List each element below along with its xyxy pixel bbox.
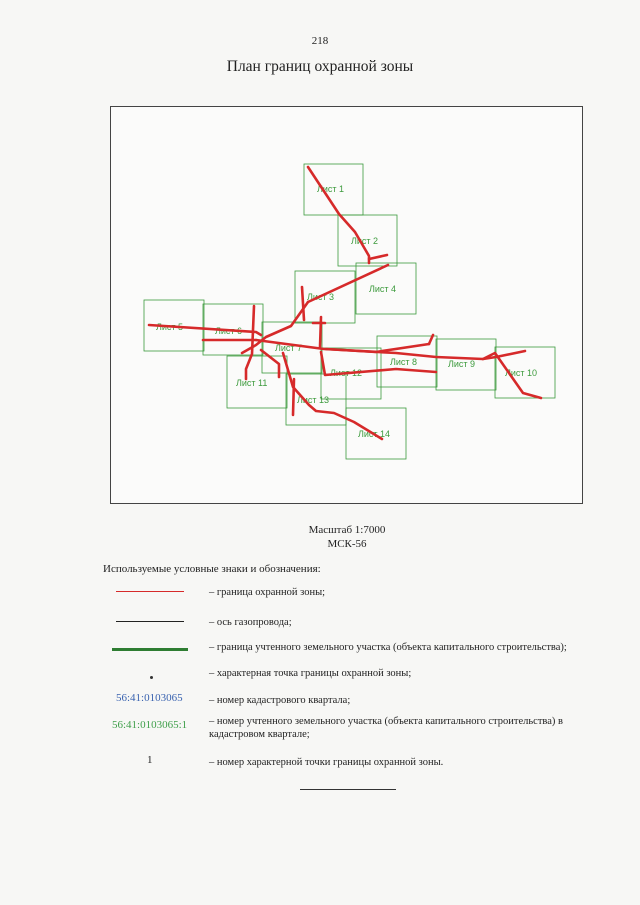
sheet-4-label: Лист 4 <box>369 284 397 294</box>
sheet-3-label: Лист 3 <box>307 292 335 302</box>
scale-caption <box>0 523 640 551</box>
cadastral-quarter-symbol: 56:41:0103065 <box>116 692 183 704</box>
sheet-8-label: Лист 8 <box>390 357 418 367</box>
sheet-11-label: Лист 11 <box>236 378 268 388</box>
sheet-1-label: Лист 1 <box>317 184 345 194</box>
pipeline-axis-symbol <box>116 621 184 622</box>
legend-text: – номер кадастрового квартала; <box>209 695 351 706</box>
sheet-12-label: Лист 12 <box>330 368 363 378</box>
sheet-13-label: Лист 13 <box>297 395 330 405</box>
legend-text: – граница учтенного земельного участка (объекта капитального строительства); <box>209 642 567 653</box>
legend-heading: Используемые условные знаки и обозначения: <box>103 563 321 575</box>
coordinate-system: МСК-56 <box>327 538 367 550</box>
legend-row-parcel-boundary <box>0 639 640 659</box>
zone-boundary-symbol <box>116 591 184 592</box>
scale-value: Масштаб 1:7000 <box>308 524 386 536</box>
sheet-grid <box>144 164 555 459</box>
parcel-boundary-symbol <box>112 648 188 651</box>
legend-text: – ось газопровода; <box>209 617 292 628</box>
zone-line-south-spur <box>293 379 294 415</box>
zone-line-vert <box>246 306 254 379</box>
sheet-7-label: Лист 7 <box>275 343 303 353</box>
legend-text: – номер учтенного земельного участка (объекта капитального строительства) в кадастровом квартале; <box>209 716 563 740</box>
map-frame <box>110 106 583 504</box>
bottom-rule <box>300 789 396 790</box>
legend-row-zone-point <box>0 663 640 683</box>
zone-line-sheet3 <box>302 287 304 320</box>
zone-line-spur <box>320 317 321 347</box>
sheet-14-label: Лист 14 <box>358 429 391 439</box>
sheet-9-label: Лист 9 <box>448 359 476 369</box>
legend-row-point-number <box>0 752 640 772</box>
sheet-5-label: Лист 5 <box>156 322 184 332</box>
page-title: План границ охранной зоны <box>226 58 414 75</box>
legend-text: – характерная точка границы охранной зоны; <box>209 668 412 679</box>
zone-line-sheet2 <box>369 255 387 259</box>
legend-text: – номер характерной точки границы охранной зоны. <box>209 757 444 768</box>
legend-row-cadastral-quarter <box>0 690 640 710</box>
point-number-symbol: 1 <box>147 754 153 766</box>
legend-row-zone-boundary <box>0 582 640 602</box>
legend-row-pipeline-axis <box>0 612 640 632</box>
protection-zone-lines <box>149 167 541 439</box>
sheet-6-label: Лист 6 <box>215 326 243 336</box>
protection-zone-map <box>111 107 584 505</box>
zone-point-symbol <box>150 676 153 679</box>
legend-row-parcel-number <box>0 716 640 740</box>
sheet-2-label: Лист 2 <box>351 236 379 246</box>
sheet-10-label: Лист 10 <box>505 368 538 378</box>
parcel-number-symbol: 56:41:0103065:1 <box>112 719 188 731</box>
page-number: 218 <box>311 35 329 47</box>
legend-text: – граница охранной зоны; <box>209 587 326 598</box>
